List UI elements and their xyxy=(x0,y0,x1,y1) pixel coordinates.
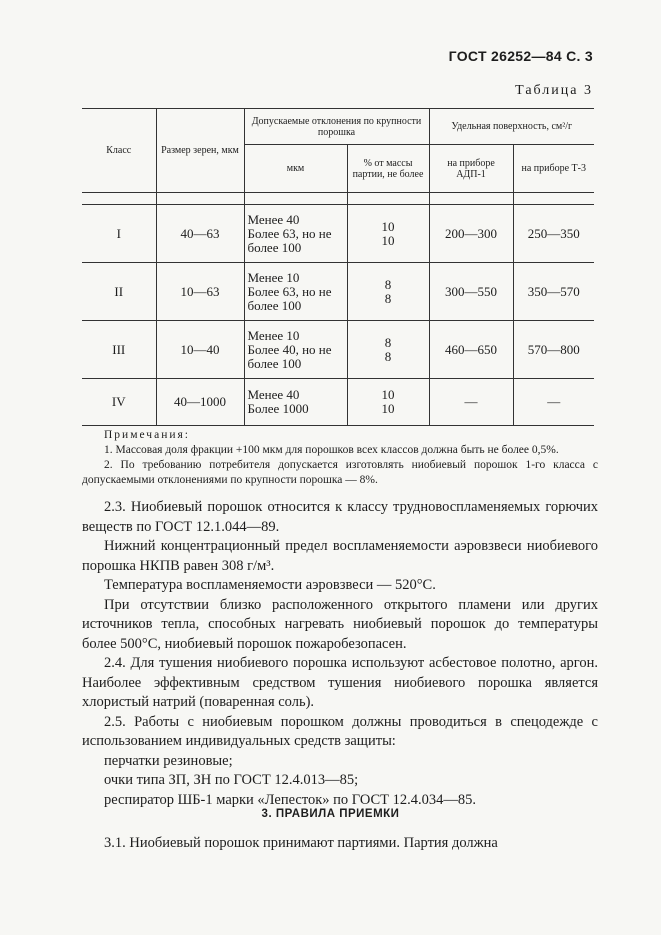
header-deviation: Допускаемые отклонения по крупности порошка xyxy=(244,109,429,145)
table-row xyxy=(82,263,594,321)
table-row xyxy=(82,205,594,263)
cell-dev-pct: 10 10 xyxy=(347,379,429,426)
header-class: Класс xyxy=(82,109,156,193)
cell-adp: — xyxy=(429,379,513,426)
note-2: 2. По требованию потребителя допускается изготовлять ниобиевый порошок 1-го класса с допускаемыми отклонениями по крупности порошка — 8%. xyxy=(82,459,598,486)
cell-adp: 200—300 xyxy=(429,205,513,263)
header-dev-mkm: мкм xyxy=(244,145,347,193)
table-row xyxy=(82,379,594,426)
cell-dev-mkm: Менее 40 Более 1000 xyxy=(244,379,347,426)
header-t3: на приборе Т-3 xyxy=(513,145,594,193)
list-item: респиратор ШБ-1 марки «Лепесток» по ГОСТ 12.4.034—85. xyxy=(104,791,476,808)
notes-title: Примечания: xyxy=(104,429,190,441)
cell-t3: — xyxy=(513,379,594,426)
table-3 xyxy=(82,108,594,426)
cell-size: 10—40 xyxy=(156,321,244,379)
cell-t3: 350—570 xyxy=(513,263,594,321)
header-adp: на приборе АДП-1 xyxy=(429,145,513,193)
cell-t3: 570—800 xyxy=(513,321,594,379)
table-row xyxy=(82,321,594,379)
header-surface: Удельная поверхность, см²/г xyxy=(429,109,594,145)
cell-class: I xyxy=(82,205,156,263)
table-label: Таблица 3 xyxy=(515,83,593,98)
body-text xyxy=(82,498,598,810)
header-size: Размер зерен, мкм xyxy=(156,109,244,193)
paragraph-2-5: 2.5. Работы с ниобиевым порошком должны проводиться в спецодежде с использованием индивидуальных средств защиты: xyxy=(82,713,598,749)
paragraph-2-3: 2.3. Ниобиевый порошок относится к классу трудновоспламеняемых горючих веществ по ГОСТ 12.1.044—89. xyxy=(82,499,598,535)
cell-t3: 250—350 xyxy=(513,205,594,263)
cell-dev-mkm: Менее 10 Более 63, но не более 100 xyxy=(244,263,347,321)
cell-size: 40—1000 xyxy=(156,379,244,426)
cell-class: II xyxy=(82,263,156,321)
paragraph-3-1: 3.1. Ниобиевый порошок принимают партиями. Партия должна xyxy=(104,835,498,851)
list-item: перчатки резиновые; xyxy=(104,752,233,769)
section-title: 3. ПРАВИЛА ПРИЕМКИ xyxy=(261,808,400,820)
cell-adp: 460—650 xyxy=(429,321,513,379)
note-1: 1. Массовая доля фракции +100 мкм для порошков всех классов должна быть не более 0,5%. xyxy=(104,444,559,456)
cell-size: 40—63 xyxy=(156,205,244,263)
paragraph-fire-safety: При отсутствии близко расположенного открытого пламени или других источников тепла, способных нагревать ниобиевый порошок до температуры более 500°С, ниобиевый порошок пожаробезопасен. xyxy=(82,596,598,652)
cell-class: III xyxy=(82,321,156,379)
cell-dev-pct: 8 8 xyxy=(347,321,429,379)
cell-class: IV xyxy=(82,379,156,426)
cell-size: 10—63 xyxy=(156,263,244,321)
paragraph-temperature: Температура воспламеняемости аэровзвеси — 520°С. xyxy=(104,577,436,593)
paragraph-nkpv: Нижний концентрационный предел воспламеняемости аэровзвеси ниобиевого порошка НКПВ равен 308 г/м³. xyxy=(82,538,598,574)
cell-dev-mkm: Менее 40 Более 63, но не более 100 xyxy=(244,205,347,263)
cell-adp: 300—550 xyxy=(429,263,513,321)
header-dev-pct: % от массы партии, не более xyxy=(347,145,429,193)
cell-dev-pct: 8 8 xyxy=(347,263,429,321)
cell-dev-pct: 10 10 xyxy=(347,205,429,263)
table-notes xyxy=(82,428,598,488)
spacer-row xyxy=(82,193,594,205)
cell-dev-mkm: Менее 10 Более 40, но не более 100 xyxy=(244,321,347,379)
list-item: очки типа ЗП, ЗН по ГОСТ 12.4.013—85; xyxy=(104,772,359,788)
paragraph-2-4: 2.4. Для тушения ниобиевого порошка используют асбестовое полотно, аргон. Наиболее эффективным средством тушения ниобиевого порошка является хлористый натрий (поваренная соль). xyxy=(82,655,598,710)
page-header: ГОСТ 26252—84 С. 3 xyxy=(448,48,593,64)
